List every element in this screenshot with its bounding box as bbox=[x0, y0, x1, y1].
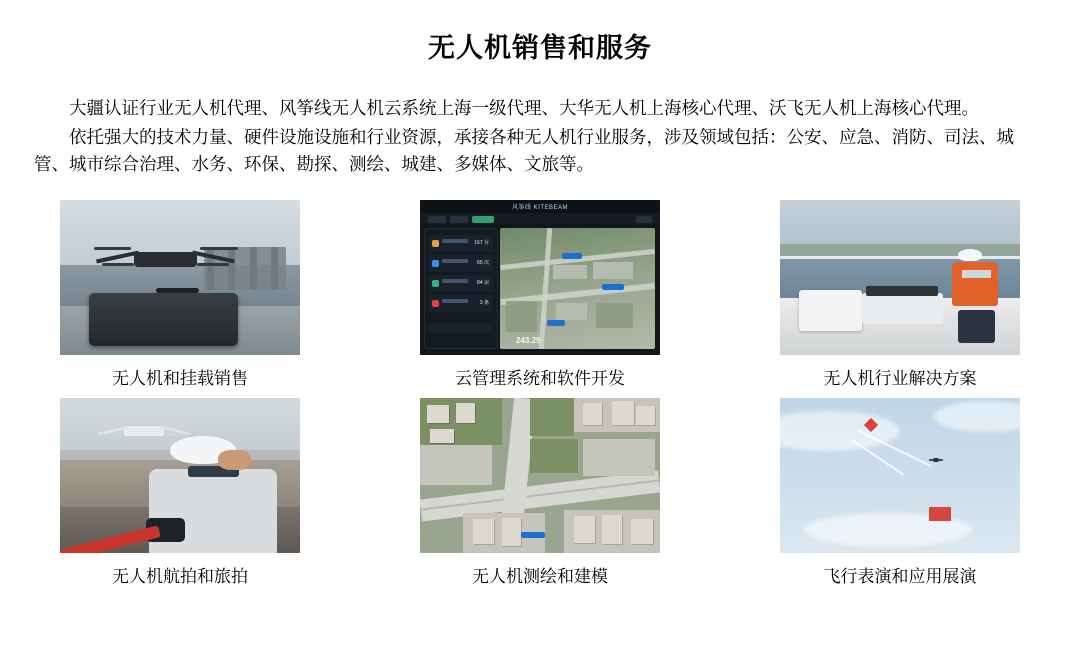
body-text-block bbox=[34, 95, 1046, 178]
gallery-caption-3: 无人机行业解决方案 bbox=[823, 369, 977, 389]
worker-with-drone-photo bbox=[780, 200, 1020, 355]
dashboard-topbar bbox=[420, 200, 660, 213]
paragraph-2: 依托强大的技术力量、硬件设施设施和行业资源，承接各种无人机行业服务，涉及领域包括：公安、应急、消防、司法、城管、城市综合治理、水务、环保、勘探、测绘、城建、多媒体、文旅等。 bbox=[34, 127, 1014, 175]
helmet-shape bbox=[958, 249, 982, 261]
page-title: 无人机销售和服务 bbox=[428, 33, 652, 63]
dashboard-footer-row bbox=[429, 323, 493, 333]
case-handle bbox=[156, 288, 199, 293]
dashboard-tab-active bbox=[472, 216, 494, 223]
flight-show-photo bbox=[780, 398, 1020, 553]
dashboard-brand: 风筝线 KITEBEAM bbox=[511, 205, 569, 212]
gallery-item-6 bbox=[780, 398, 1020, 596]
dashboard-side-panel bbox=[424, 228, 498, 349]
gallery-item-3 bbox=[780, 200, 1020, 398]
safety-vest-shape bbox=[952, 262, 998, 306]
paragraph-1: 大疆认证行业无人机代理、风筝线无人机云系统上海一级代理、大华无人机上海核心代理、沃飞无人机上海核心代理。 bbox=[69, 98, 979, 118]
gallery-caption-6: 飞行表演和应用展演 bbox=[823, 567, 977, 587]
aerial-mapping-photo bbox=[420, 398, 660, 553]
legs-shape bbox=[958, 310, 995, 343]
gallery-item-5 bbox=[420, 398, 660, 596]
carry-case-shape bbox=[89, 293, 238, 346]
dashboard-row bbox=[429, 235, 493, 252]
person-figure bbox=[146, 436, 295, 554]
gallery-caption-4: 无人机航拍和旅拍 bbox=[112, 567, 248, 587]
cloud-dashboard-screenshot bbox=[420, 200, 660, 355]
dashboard-tab-1 bbox=[428, 216, 446, 223]
gallery-item-2 bbox=[420, 200, 660, 398]
dashboard-map-view bbox=[500, 228, 655, 349]
face-shape bbox=[218, 450, 251, 470]
worker-figure bbox=[929, 247, 1001, 343]
aerial-photography-photo bbox=[60, 398, 300, 553]
equipment-box bbox=[799, 290, 861, 330]
drone-shape bbox=[929, 457, 943, 463]
gallery-item-1 bbox=[60, 200, 300, 398]
drone-in-case-photo bbox=[60, 200, 300, 355]
gallery-item-4 bbox=[60, 398, 300, 596]
image-gallery-grid bbox=[0, 200, 1080, 596]
flag-shape bbox=[929, 507, 951, 521]
dashboard-row bbox=[429, 275, 493, 292]
dashboard-row-value: 84 亩 bbox=[477, 280, 489, 287]
dashboard-row-value: 3 条 bbox=[479, 300, 489, 307]
gallery-caption-5: 无人机测绘和建模 bbox=[472, 567, 608, 587]
aerial-scene bbox=[420, 398, 660, 553]
gallery-caption-1: 无人机和挂载销售 bbox=[112, 369, 248, 389]
dashboard-tab-2 bbox=[450, 216, 468, 223]
dashboard-row bbox=[429, 255, 493, 272]
dashboard-row-value: 65 次 bbox=[477, 260, 489, 267]
slide-root bbox=[0, 26, 1080, 649]
dashboard-tab-3 bbox=[636, 216, 652, 223]
dashboard-row bbox=[429, 295, 493, 312]
drone-on-platform bbox=[866, 286, 938, 297]
drone-shape bbox=[94, 234, 238, 277]
gallery-caption-2: 云管理系统和软件开发 bbox=[455, 369, 625, 389]
dashboard-row-value: 167 台 bbox=[474, 240, 489, 247]
dashboard-big-number: 243.29 bbox=[516, 336, 541, 346]
vest-stripe bbox=[962, 270, 991, 278]
